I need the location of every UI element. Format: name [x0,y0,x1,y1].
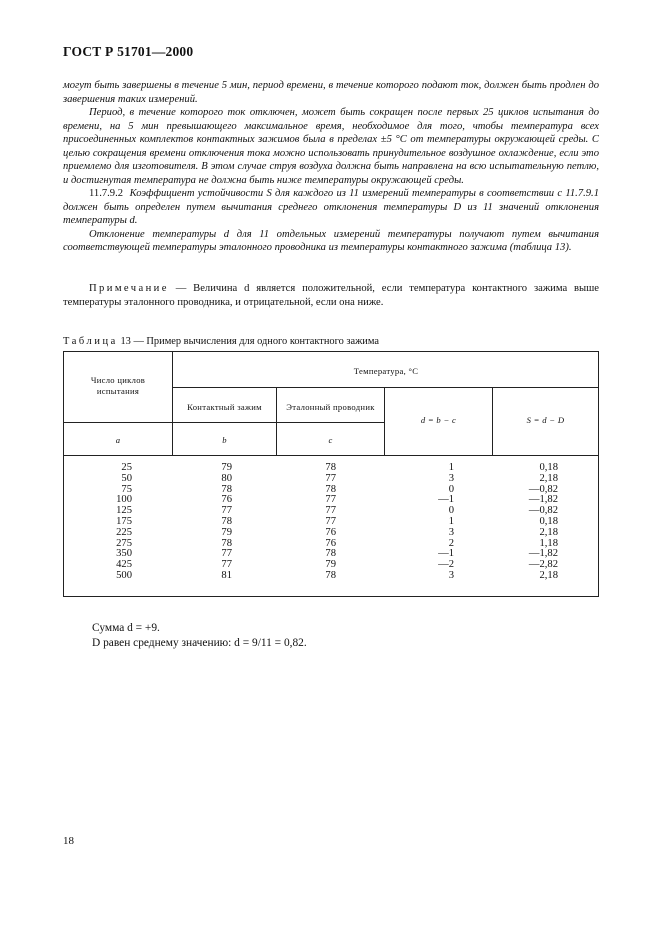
data-table [63,351,599,597]
table-cell-b: 81 [221,569,232,581]
table-cell-s: 2,18 [539,526,558,538]
header-reference-conductor: Эталонный проводник [286,402,375,412]
table-cell-s: 1,18 [539,537,558,549]
table-cell-d: 0 [448,483,454,495]
sum-line: Сумма d = +9. [92,622,160,634]
table-cell-b: 78 [221,515,232,527]
table-cell-a: 100 [116,494,132,506]
table-cell-s: —1,82 [528,548,558,560]
table-cell-b: 78 [221,537,232,549]
table-cell-c: 79 [325,559,336,571]
table-cell-d: 3 [448,472,454,484]
header-col-b: b [222,435,227,445]
table-caption [63,336,379,347]
table-cell-b: 77 [221,559,232,571]
header-cycles: Число циклов испытания [90,375,146,396]
table-cell-a: 50 [121,472,132,484]
table-cell-s: —2,82 [528,559,558,571]
table-cell-s: —0,82 [528,483,558,495]
table-caption-word: Таблица [63,336,118,347]
table-cell-a: 275 [116,537,132,549]
table-cell-b: 76 [221,494,232,506]
paragraph-4: Отклонение температуры d для 11 отдельных измерений температуры получают путем вычитания соответствующей температуры эталонного проводника из температуры контактного зажима (таблица 13). [63,228,599,253]
table-cell-d: 3 [448,526,454,538]
table-cell-d: —1 [438,548,454,560]
table-cell-s: 0,18 [539,462,558,473]
table-cell-b: 77 [221,505,232,517]
table-cell-d: —2 [438,559,454,571]
document-header: ГОСТ Р 51701—2000 [63,44,194,59]
note-label: Примечание [89,283,169,294]
table-cell-a: 350 [116,548,132,560]
table-cell-s: 0,18 [539,515,558,527]
table-rule [64,422,385,423]
header-temperature: Температура, °С [353,366,419,376]
table-cell-d: —1 [438,494,454,506]
table-cell-a: 125 [116,505,132,517]
table-cell-b: 77 [221,548,232,560]
paragraph-1: могут быть завершены в течение 5 мин, период времени, в течение которого подают ток, должен быть продлен до завершения таких измерений. [63,80,599,105]
table-rule [172,387,598,388]
clause-text: Коэффициент устойчивости S для каждого из 11 измерений температуры в соответствии с 11.7.9.1 должен быть определен путем вычитания среднего отклонения температуры D из 11 значений отклонения температуры d. [63,188,600,226]
table-cell-c: 77 [325,505,336,517]
table-cell-s: —0,82 [528,505,558,517]
clause-number: 11.7.9.2 [89,188,124,199]
table-cell-a: 75 [121,483,132,495]
body-text [63,79,599,255]
table-cell-s: 2,18 [539,472,558,484]
column-cycles [84,463,132,582]
table-cell-c: 78 [325,569,336,581]
table-cell-a: 425 [116,559,132,571]
paragraph-2: Период, в течение которого ток отключен, может быть сокращен после первых 25 циклов испытания до времени, на 5 мин превышающего максимальное время, необходимое для того, чтобы температура всех присоединенных комплектов контактных зажимов была в пределах ±5 °С от температуры окружающей среды. С целью сокращения времени отключения тока можно использовать принудительное воздушное охлаждение, если это приемлемо для изготовителя. В этом случае струя воздуха должна быть направлена на всю испытательную петлю, и достигнутая температура не должна быть ниже температуры окружающей среды. [63,107,599,186]
header-contact-terminal: Контактный зажим [187,402,262,412]
page-number: 18 [63,835,74,847]
table-cell-c: 78 [325,483,336,495]
header-col-a: a [115,435,121,445]
table-cell-d: 2 [448,537,454,549]
table-cell-d: 3 [448,569,454,581]
paragraph-3 [63,187,599,228]
table-cell-d: 0 [448,505,454,517]
table-cell-b: 80 [221,472,232,484]
table-cell-d: 1 [448,515,454,527]
table-cell-b: 78 [221,483,232,495]
table-cell-c: 76 [325,537,336,549]
table-cell-d: 1 [448,462,454,473]
table-cell-c: 78 [325,462,336,473]
table-caption-text: 13 — Пример вычисления для одного контактного зажима [117,336,379,347]
table-cell-c: 76 [325,526,336,538]
column-d [414,463,454,582]
header-s-formula: S = d − D [526,415,565,425]
header-d-formula: d = b − c [420,415,457,425]
table-rule [64,455,598,456]
table-cell-s: 2,18 [539,569,558,581]
column-contact [204,463,232,582]
note-text: — Величина d является положительной, если температура контактного зажима выше температуры эталонного проводника, и отрицательной, если она ниже. [63,283,599,308]
table-cell-a: 500 [116,569,132,581]
mean-line: D равен среднему значению: d = 9/11 = 0,82. [92,637,307,649]
note [63,282,599,309]
table-cell-c: 77 [325,494,336,506]
table-cell-c: 77 [325,472,336,484]
table-cell-b: 79 [221,462,232,473]
table-cell-a: 225 [116,526,132,538]
table-cell-c: 77 [325,515,336,527]
table-cell-b: 79 [221,526,232,538]
column-s [504,463,558,582]
table-cell-c: 78 [325,548,336,560]
header-col-c: c [328,435,333,445]
table-cell-a: 175 [116,515,132,527]
column-reference [308,463,336,582]
table-cell-s: —1,82 [528,494,558,506]
table-cell-a: 25 [121,462,132,473]
